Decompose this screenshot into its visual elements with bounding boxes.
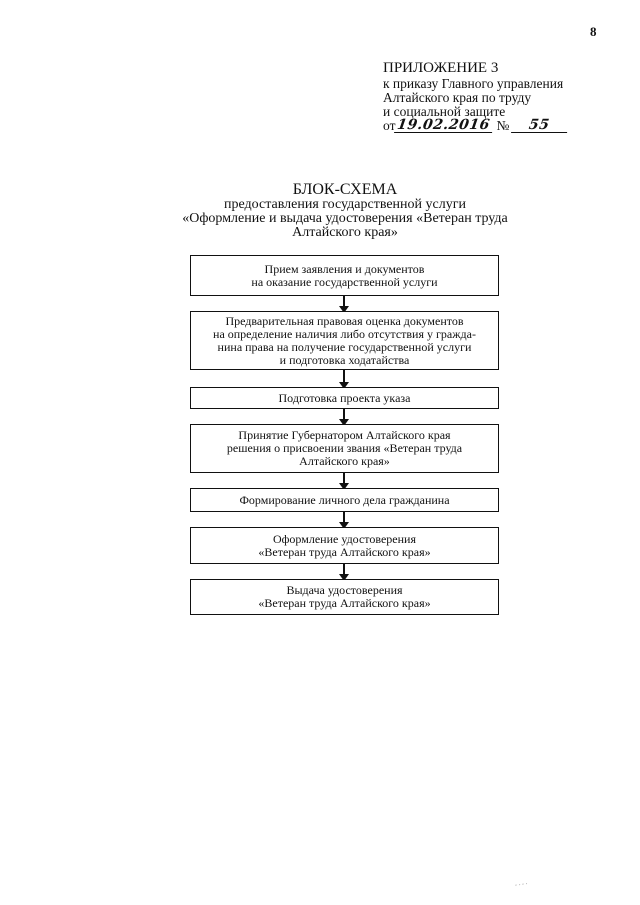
appendix-title: ПРИЛОЖЕНИЕ 3 bbox=[383, 60, 499, 76]
flow-step-personal-file bbox=[190, 488, 499, 512]
order-number: 55 bbox=[511, 119, 569, 133]
flow-step-certificate-processing bbox=[190, 527, 499, 564]
page-number: 8 bbox=[590, 24, 597, 39]
appendix-line: к приказу Главного управления bbox=[383, 76, 564, 91]
flow-arrow bbox=[343, 473, 345, 489]
flow-step-text: Оформление удостоверения «Ветеран труда Алтайского края» bbox=[258, 531, 431, 559]
appendix-line: и социальной защите bbox=[383, 104, 506, 119]
flow-arrow bbox=[343, 512, 345, 528]
flow-step-text: Предварительная правовая оценка документов на определение наличия либо отсутствия у гражда- нина права на получение государственной услуги и подготовка ходатайства bbox=[213, 313, 476, 367]
flow-step-decree-draft bbox=[190, 387, 499, 409]
flow-step-legal-assessment bbox=[190, 311, 499, 370]
scheme-subtitle-line: Алтайского края» bbox=[292, 225, 398, 240]
appendix-line: Алтайского края по труду bbox=[383, 90, 532, 105]
flow-step-text: Прием заявления и документов на оказание государственной услуги bbox=[251, 261, 438, 289]
scan-mark: ᵕ·ᵕ· bbox=[514, 879, 530, 890]
scheme-title: БЛОК-СХЕМА bbox=[292, 181, 398, 198]
flow-arrow bbox=[343, 409, 345, 425]
scheme-subtitle-line: предоставления государственной услуги bbox=[224, 197, 466, 212]
flow-step-certificate-issue bbox=[190, 579, 499, 615]
flow-arrow bbox=[343, 564, 345, 580]
flow-step-text: Принятие Губернатором Алтайского края решения о присвоении звания «Ветеран труда Алтайского края» bbox=[226, 428, 463, 468]
flow-arrow bbox=[343, 296, 345, 312]
order-date: 19.02.2016 bbox=[395, 119, 495, 133]
scheme-subtitle-line: «Оформление и выдача удостоверения «Ветеран труда bbox=[182, 211, 508, 226]
flow-step-text: Выдача удостоверения «Ветеран труда Алтайского края» bbox=[258, 583, 431, 610]
flow-arrow bbox=[343, 370, 345, 388]
flow-step-text: Формирование личного дела гражданина bbox=[239, 492, 450, 507]
flow-step-text: Подготовка проекта указа bbox=[278, 390, 411, 405]
flow-step-governor-decision bbox=[190, 424, 499, 473]
date-prefix: от bbox=[383, 118, 396, 133]
flow-step-reception bbox=[190, 255, 499, 296]
number-prefix: № bbox=[496, 118, 510, 133]
